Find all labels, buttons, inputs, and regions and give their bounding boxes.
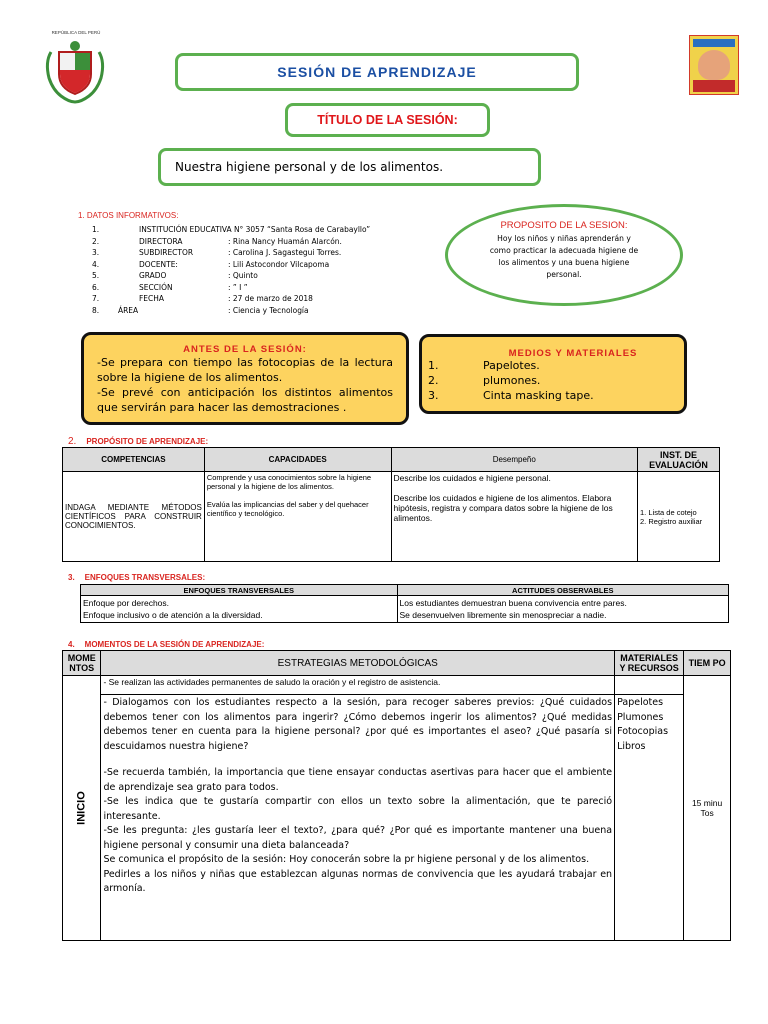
proposito-text: Hoy los niños y niñas aprenderán y como practicar la adecuada higiene de los alimentos y una buena higiene personal.: [489, 234, 639, 279]
strategy-e: -Se les pregunta: ¿les gustaría leer el texto?, ¿para qué? ¿Por qué es importante mantener una buena higiene personal y consumir una dieta balanceada?: [103, 825, 613, 851]
enfoque-2: Enfoque inclusivo o de atención a la diversidad.: [83, 610, 263, 620]
material-item: Libros: [617, 740, 646, 752]
datos-heading: 1. DATOS INFORMATIVOS:: [78, 211, 179, 220]
inst-1: 1. Lista de cotejo: [640, 507, 697, 517]
datos-row-value: : Ciencia y Tecnología: [228, 304, 309, 315]
desempeno-cell: [391, 472, 638, 562]
medios-item-number: 3.: [428, 389, 439, 402]
datos-row-label: DIRECTORA: [139, 235, 183, 246]
capacidades-cell: [204, 472, 391, 562]
medios-item-text: Cinta masking tape.: [483, 389, 594, 402]
strategy-d: -Se les indica que te gustaría compartir con ellos un texto sobre la alimentación, que te pareció interesante.: [103, 796, 613, 822]
actitudes-cell: [397, 596, 728, 623]
strategy-a: - Se realizan las actividades permanentes de saludo la oración y el registro de asistencia.: [101, 676, 615, 695]
enfoques-heading: 3. ENFOQUES TRANSVERSALES:: [68, 573, 206, 582]
proposito-aprendizaje-heading: 2. PROPÓSITO DE APRENDIZAJE:: [68, 436, 209, 447]
proposito-table: [62, 447, 720, 562]
inst-cell: [638, 472, 720, 562]
momentos-heading: 4. MOMENTOS DE LA SESIÓN DE APRENDIZAJE:: [68, 640, 265, 649]
datos-row-value: : Lili Astocondor Vilcapoma: [228, 258, 330, 269]
capacidad-1: Comprende y usa conocimientos sobre la higiene personal y la higiene de los alimentos.: [206, 473, 372, 491]
momento-inicio-label: INICIO: [75, 791, 88, 825]
medios-list: [422, 359, 684, 404]
antes-line2: -Se prevé con anticipación los distintos alimentos que servirán para hacer las demostraciones .: [97, 386, 393, 414]
capacidad-2: Evalúa las implicancias del saber y del quehacer científico y tecnológico.: [206, 500, 369, 518]
title-label: TÍTULO DE LA SESIÓN:: [285, 103, 490, 137]
medios-item-number: 2.: [428, 374, 439, 387]
medios-item: [422, 374, 684, 389]
medios-item-text: plumones.: [483, 374, 541, 387]
shield-label: REPÚBLICA DEL PERÚ: [51, 30, 101, 35]
tiempo-value: 15 minu Tos: [691, 798, 723, 818]
strategies-cell: [101, 695, 615, 941]
datos-row-value: : ” I ”: [228, 281, 248, 292]
school-emblem: [689, 35, 739, 95]
medios-item-text: Papelotes.: [483, 359, 540, 372]
col-tiempo: TIEM PO: [684, 651, 731, 676]
desempeno-1: Describe los cuidados e higiene personal.: [393, 473, 551, 483]
enfoques-table: [80, 584, 729, 623]
datos-row-number: 1.: [92, 224, 100, 234]
strategy-c: -Se recuerda también, la importancia que tiene ensayar conductas asertivas para hacer que el ambiente de aprendizaje sea grato para todos.: [103, 767, 613, 793]
proposito-oval: [445, 204, 683, 306]
actitud-1: Los estudiantes demuestran buena convivencia entre pares.: [399, 598, 627, 608]
datos-row-label: DOCENTE:: [139, 258, 178, 269]
datos-row-number: 7.: [92, 293, 100, 303]
strategy-f: Se comunica el propósito de la sesión: Hoy conocerán sobre la pr higiene personal y de los alimentos.: [103, 854, 590, 865]
datos-row-number: 3.: [92, 247, 100, 257]
datos-row-label: GRADO: [139, 270, 167, 280]
col-inst-evaluacion: INST. DE EVALUACIÓN: [638, 448, 720, 472]
material-item: Fotocopias: [617, 726, 669, 737]
proposito-title: PROPOSITO DE LA SESION:: [500, 220, 628, 231]
medios-box: [419, 334, 687, 414]
datos-row-label: SECCIÓN: [139, 281, 173, 292]
material-item: Plumones: [617, 711, 664, 723]
datos-row-number: 8.: [92, 304, 100, 315]
col-momentos: MOME NTOS: [63, 651, 101, 676]
col-actitudes: ACTITUDES OBSERVABLES: [397, 585, 728, 596]
datos-row-value: : 27 de marzo de 2018: [228, 293, 313, 303]
col-enfoques: ENFOQUES TRANSVERSALES: [81, 585, 398, 596]
medios-item-number: 1.: [428, 359, 439, 372]
medios-item: [422, 389, 684, 404]
material-item: Papelotes: [617, 697, 664, 708]
datos-row-label: FECHA: [139, 293, 164, 303]
competencia-cell: INDAGA MEDIANTE MÉTODOS CIENTÍFICOS PARA CONSTRUIR CONOCIMIENTOS.: [63, 472, 205, 562]
antes-title: ANTES DE LA SESIÓN:: [183, 344, 307, 355]
inst-2: 2. Registro auxiliar: [640, 516, 703, 526]
desempeno-2: Describe los cuidados e higiene de los alimentos. Elabora hipótesis, registra y compara datos sobre la higiene de los alimentos.: [393, 493, 613, 523]
tiempo-cell: [684, 676, 731, 941]
datos-row-label: INSTITUCIÓN EDUCATIVA N° 3057 “Santa Rosa de Carabayllo”: [139, 224, 371, 234]
datos-row-value: : Rina Nancy Huamán Alarcón.: [228, 235, 342, 246]
datos-row-value: : Carolina J. Sagastegui Torres.: [228, 247, 342, 257]
enfoque-1: Enfoque por derechos.: [83, 598, 170, 608]
col-desempeno: Desempeño: [391, 448, 638, 472]
col-competencias: COMPETENCIAS: [63, 448, 205, 472]
datos-row-label: ÁREA: [118, 304, 139, 315]
antes-box: [81, 332, 409, 425]
datos-row-number: 4.: [92, 258, 100, 269]
momentos-table: [62, 650, 731, 941]
datos-row-number: 5.: [92, 270, 100, 280]
col-capacidades: CAPACIDADES: [204, 448, 391, 472]
medios-item: [422, 359, 684, 374]
datos-row-label: SUBDIRECTOR: [139, 247, 194, 257]
datos-row-number: 6.: [92, 281, 100, 292]
session-title: SESIÓN DE APRENDIZAJE: [175, 53, 579, 91]
datos-row-number: 2.: [92, 235, 100, 246]
strategy-b: - Dialogamos con los estudiantes respecto a la sesión, para recoger saberes previos: ¿Qué cuidados debemos tener con los alimentos para ingerir? ¿Cómo debemos ingerir los alimentos? ¿Qué medidas debemos tener en cuenta para la higiene personal? ¿por qué es importantes el aseo? ¿Qué pasaría si descuidamos nuestra higiene?: [103, 697, 613, 752]
strategy-g: Pedirles a los niños y niñas que establezcan algunas normas de convivencia que les ayudará trabajar en armonía.: [103, 868, 613, 894]
col-estrategias: ESTRATEGIAS METODOLÓGICAS: [101, 651, 615, 676]
materiales-empty: [615, 676, 684, 695]
col-materiales: MATERIALES Y RECURSOS: [615, 651, 684, 676]
datos-row-value: : Quinto: [228, 270, 258, 280]
peru-shield-logo: [43, 32, 107, 104]
actitud-2: Se desenvuelven libremente sin menospreciar a nadie.: [399, 610, 607, 620]
antes-line1: -Se prepara con tiempo las fotocopias de la lectura sobre la higiene de los alimentos.: [97, 356, 393, 384]
materiales-cell: [615, 695, 684, 941]
medios-title: MEDIOS Y MATERIALES: [508, 348, 638, 359]
momento-inicio-cell: [63, 676, 101, 941]
session-name: Nuestra higiene personal y de los alimentos.: [158, 148, 541, 186]
enfoques-cell: [81, 596, 398, 623]
